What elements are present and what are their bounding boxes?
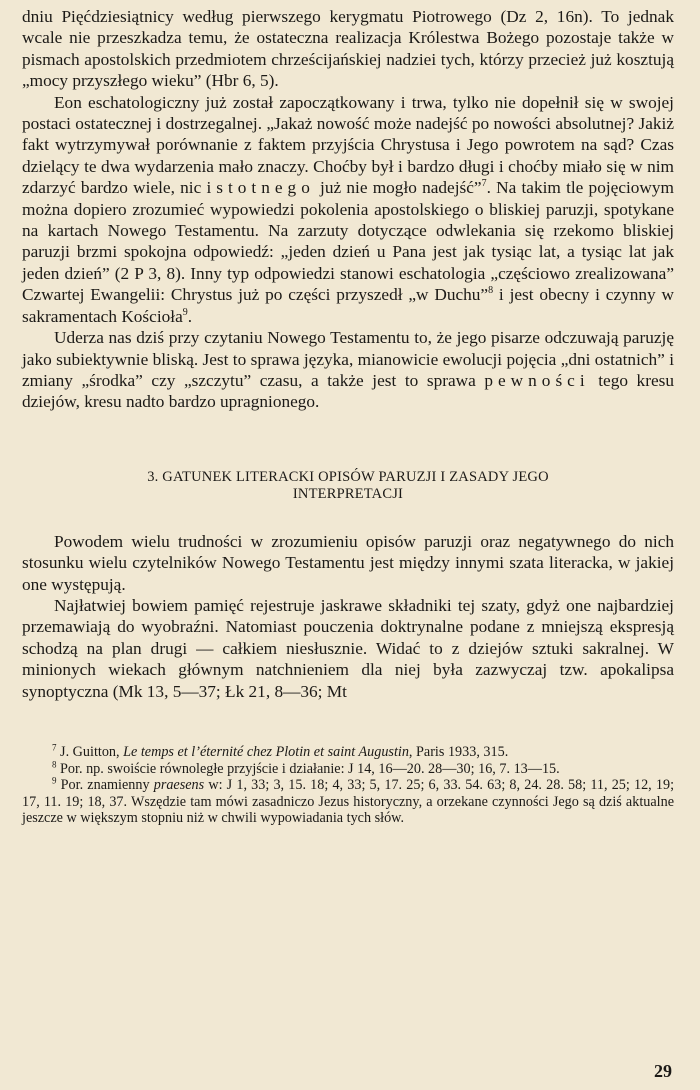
emphasis-pewnosci: pewności <box>484 370 590 390</box>
footnote-9-number: 9 <box>52 775 57 786</box>
paragraph-4-text: Powodem wielu trudności w zrozumieniu opisów paruzji oraz negatywnego do nich stosunku wielu czytelników Nowego Testamentu jest między innymi szata literacka, w jakiej one występują. <box>22 531 674 594</box>
footnote-7-book-title: Le temps et l’éternité chez Plotin et saint Augustin <box>123 743 409 760</box>
paragraph-4 <box>22 531 674 595</box>
section-heading <box>22 469 674 503</box>
footnote-9-text-a: Por. znamienny <box>56 777 154 794</box>
section-heading-line-2: INTERPRETACJI <box>292 485 404 502</box>
paragraph-2-text-e: . <box>187 306 193 326</box>
footnote-ref-7: 7 <box>481 178 487 190</box>
main-text <box>22 6 674 702</box>
paragraph-1 <box>22 6 674 92</box>
paragraph-2-text-c: . Na takim tle pojęciowym można dopiero zrozumieć wypowiedzi pokolenia apostolskiego o bliskiej paruzji, spotykane na kartach Nowego Testamentu. Na zarzuty dotyczące odwlekania się rzekomo bliskiej paruzji brzmi spokojna odpowiedź: „jeden dzień u Pana jest jak tysiąc lat, a tysiąc lat jak jeden dzień” (2 P 3, 8). Inny typ odpowiedzi stanowi eschatologia „częściowo zrealizowana” Czwartej Ewangelii: Chrystus już po części przyszedł „w Duchu” <box>22 178 674 305</box>
footnote-8-text: Por. np. swoiście równoległe przyjście i działanie: J 14, 16—20. 28—30; 16, 7. 13—15. <box>56 760 560 777</box>
section-heading-line-1: 3. GATUNEK LITERACKI OPISÓW PARUZJI I ZASADY JEGO <box>147 468 549 485</box>
paragraph-2 <box>22 92 674 327</box>
paragraph-3-text-a: Uderza nas dziś przy czytaniu Nowego Testamentu to, że jego pisarze odczuwają paruzję jako subiektywnie bliską. Jest to sprawa języka, mianowicie ewolucji pojęcia „dni ostatnich” i zmiany „środka” czy „szczytu” czasu, a także jest to sprawa <box>22 328 674 390</box>
paragraph-5 <box>22 595 674 702</box>
footnote-9-text-b: w: J 1, 33; 3, 15. 18; 4, 33; 5, 17. 25; 6, 33. 54. 63; 8, 24. 28. 58; 11, 25; 12, 19; 17, 11. 19; 18, 37. Wszędzie tam mówi zasadniczo Jezus historyczny, a orzekane czynności Jego są dziś aktualne jeszcze w większym stopniu niż w chwili wypowiadania tych słów. <box>22 777 675 827</box>
paragraph-5-text: Najłatwiej bowiem pamięć rejestruje jaskrawe składniki tej szaty, gdyż one najbardziej przemawiają do wyobraźni. Natomiast pouczenia doktrynalne podane z mniejszą ekspresją schodzą na plan drugi — całkiem niesłusznie. Widać to z dziejów sztuki sakralnej. W minionych wiekach głównym natchnieniem dla niej była zazwyczaj tzw. apokalipsa synoptyczna (Mk 13, 5—37; Łk 21, 8—36; Mt <box>22 595 674 701</box>
footnotes <box>22 744 674 827</box>
paragraph-2-text-d: i jest obecny i czynny w sakramentach Kościoła <box>22 285 674 326</box>
footnote-ref-9: 9 <box>182 306 188 318</box>
paragraph-2-text-b: już nie mogło nadejść” <box>314 178 482 198</box>
footnote-ref-8: 8 <box>488 285 494 297</box>
section-body <box>22 531 674 702</box>
footnote-8 <box>22 758 674 778</box>
page-number: 29 <box>654 1061 672 1081</box>
paragraph-1-text: dniu Pięćdziesiątnicy według pierwszego kerygmatu Piotrowego (Dz 2, 16n). To jednak wcale nie przeszkadza temu, że ostateczna realizacja Królestwa Bożego pozostaje także w pismach apostolskich przedmiotem chrześcijańskiej nadziei tych, którzy przecież już kosztują „mocy przyszłego wieku” (Hbr 6, 5). <box>22 7 674 91</box>
footnote-7-text-b: , Paris 1933, 315. <box>408 743 509 760</box>
footnote-8-number: 8 <box>52 758 57 769</box>
footnote-9 <box>22 777 674 827</box>
footnote-7 <box>22 744 674 761</box>
footnote-7-number: 7 <box>52 742 57 753</box>
footnote-9-term: praesens <box>153 777 205 794</box>
footnote-7-text-a: J. Guitton, <box>56 743 124 760</box>
emphasis-istotnego: istotnego <box>206 178 315 198</box>
paragraph-3 <box>22 327 674 413</box>
paragraph-3-text-b: tego kresu dziejów, kresu nadto bardzo upragnionego. <box>22 370 674 412</box>
paragraph-2-text-a: Eon eschatologiczny już został zapoczątkowany i trwa, tylko nie dopełnił się w swojej postaci ostatecznej i dostrzegalnej. „Jakaż nowość może nadejść po nowości absolutnej? Jakiż fakt wytrzymywał porównanie z faktem przyjścia Chrystusa i Jego powrotem na sąd? Czas dzielący te dwa wydarzenia mało znaczy. Choćby był i bardzo długi i choćby miało się w nim zdarzyć bardzo wiele, nic <box>22 92 674 198</box>
